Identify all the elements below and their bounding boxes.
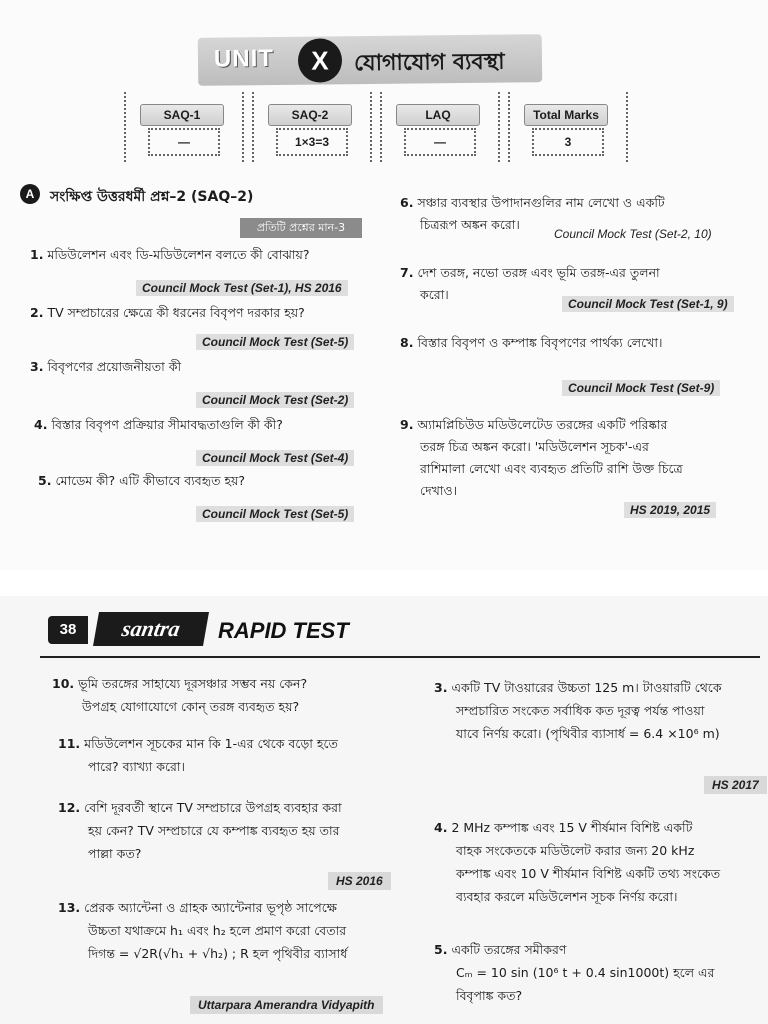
question-number: 13.	[58, 900, 81, 915]
question-text: হয় কেন? TV সম্প্রচারে যে কম্পাঙ্ক ব্যবহৃত হয় তার	[88, 823, 340, 838]
question-reference: HS 2016	[328, 872, 391, 890]
question-text: মোডেম কী? এটি কীভাবে ব্যবহৃত হয়?	[55, 473, 246, 488]
unit-title: যোগাযোগ ব্যবস্থা	[353, 49, 505, 77]
question-reference: HS 2019, 2015	[624, 502, 716, 518]
question-8	[400, 332, 740, 354]
question-reference: Council Mock Test (Set-5)	[196, 334, 354, 350]
question-text: চিত্ররূপ অঙ্কন করো।	[420, 217, 520, 232]
question-number: 10.	[52, 676, 75, 691]
question-reference: HS 2017	[704, 776, 767, 794]
page-number: 38	[48, 616, 88, 644]
question-text: সঞ্চার ব্যবস্থার উপাদানগুলির নাম লেখো ও একটি	[417, 195, 665, 210]
question-text: তরঙ্গ চিত্র অঙ্কন করো। 'মডিউলেশন সূচক'-এর	[420, 439, 649, 454]
question-3	[30, 356, 366, 378]
marks-box-laq	[380, 92, 500, 162]
question-number: 5.	[434, 942, 448, 957]
question-text: পারে? ব্যাখ্যা করো।	[88, 759, 185, 774]
question-13	[58, 896, 422, 965]
question-text: প্রেরক অ্যান্টেনা ও গ্রাহক অ্যান্টেনার ভূপৃষ্ঠ সাপেক্ষে	[84, 900, 337, 915]
numerical-3	[434, 676, 764, 745]
question-text: সম্প্রচারিত সংকেত সর্বাধিক কত দূরত্ব পর্যন্ত পাওয়া	[456, 703, 705, 718]
question-text: করো।	[420, 287, 449, 302]
question-number: 7.	[400, 265, 414, 280]
bottom-page	[0, 596, 768, 1024]
marks-value: —	[404, 128, 476, 156]
question-text: 2 MHz কম্পাঙ্ক এবং 15 V শীর্ষমান বিশিষ্ট একটি	[451, 820, 693, 835]
question-text: বিবৃপণের প্রয়োজনীয়তা কী	[47, 359, 182, 374]
marks-value: 1×3=3	[276, 128, 348, 156]
question-text: উচ্চতা যথাক্রমে h₁ এবং h₂ হলে প্রমাণ করো বেতার	[88, 923, 347, 938]
question-number: 1.	[30, 247, 44, 262]
question-text: দেখাও।	[420, 483, 458, 498]
series-title: RAPID TEST	[218, 618, 349, 643]
question-text: অ্যামপ্লিচিউড মডিউলেটেড তরঙ্গের একটি পরিষ্কার	[417, 417, 668, 432]
question-text: TV সম্প্রচারের ক্ষেত্রে কী ধরনের বিবৃপণ দরকার হয়?	[47, 305, 305, 320]
question-reference: Council Mock Test (Set-5)	[196, 506, 354, 522]
header-rule	[40, 656, 760, 658]
question-9	[400, 414, 736, 502]
question-text: কম্পাঙ্ক এবং 10 V শীর্ষমান বিশিষ্ট একটি তথ্য সংকেত	[456, 866, 721, 881]
question-number: 6.	[400, 195, 414, 210]
question-5	[38, 470, 374, 492]
section-title: সংক্ষিপ্ত উত্তরধর্মী প্রশ্ন–2 (SAQ–2)	[50, 189, 254, 205]
question-number: 4.	[34, 417, 48, 432]
question-number: 5.	[38, 473, 52, 488]
question-11	[58, 732, 414, 778]
marks-box-total	[508, 92, 628, 162]
marks-box-saq2	[252, 92, 372, 162]
marks-label: SAQ-2	[268, 104, 352, 126]
question-number: 4.	[434, 820, 448, 835]
question-text: মডিউলেশন এবং ডি-মডিউলেশন বলতে কী বোঝায়?	[47, 247, 310, 262]
question-reference: Council Mock Test (Set-1, 9)	[562, 296, 734, 312]
question-text: পাল্লা কত?	[88, 846, 142, 861]
question-text: বিবৃপাঙ্ক কত?	[456, 988, 523, 1003]
question-reference: Uttarpara Amerandra Vidyapith	[190, 996, 383, 1014]
numerical-4	[434, 816, 764, 908]
question-text: বিস্তার বিবৃপণ প্রক্রিয়ার সীমাবদ্ধতাগুলি কী কী?	[51, 417, 283, 432]
question-reference: Council Mock Test (Set-1), HS 2016	[136, 280, 348, 296]
question-text: ব্যবহার করলে মডিউলেশন সূচক নির্ণয় করো।	[456, 889, 678, 904]
marks-summary	[124, 92, 628, 162]
question-text: মডিউলেশন সূচকের মান কি 1-এর থেকে বড়ো হতে	[84, 736, 338, 751]
question-reference: Council Mock Test (Set-4)	[196, 450, 354, 466]
question-text: একটি TV টাওয়ারের উচ্চতা 125 m। টাওয়ারটি থেকে	[451, 680, 722, 695]
question-text: বিস্তার বিবৃপণ ও কম্পাঙ্ক বিবৃপণের পার্থক্য লেখো।	[417, 335, 663, 350]
question-text: বাহক সংকেতকে মডিউলেট করার জন্য 20 kHz	[456, 843, 695, 858]
question-number: 2.	[30, 305, 44, 320]
brand-logo: santra	[93, 612, 209, 646]
marks-value: —	[148, 128, 220, 156]
question-reference: Council Mock Test (Set-2)	[196, 392, 354, 408]
marks-per-question-tag: প্রতিটি প্রশ্নের মান-3	[240, 218, 362, 238]
question-text: দেশ তরঙ্গ, নভো তরঙ্গ এবং ভূমি তরঙ্গ-এর তুলনা	[417, 265, 660, 280]
question-text: ভূমি তরঙ্গের সাহায্যে দূরসঞ্চার সম্ভব নয় কেন?	[78, 676, 308, 691]
question-reference: Council Mock Test (Set-2, 10)	[554, 227, 712, 241]
question-2	[30, 302, 366, 324]
question-10	[52, 672, 412, 718]
marks-box-saq1	[124, 92, 244, 162]
section-badge: A	[20, 184, 40, 204]
question-text: একটি তরঙ্গের সমীকরণ	[451, 942, 567, 957]
question-text: বেশি দূরবর্তী স্থানে TV সম্প্রচারে উপগ্রহ ব্যবহার করা	[84, 800, 342, 815]
question-text: রাশিমালা লেখো এবং ব্যবহৃত প্রতিটি রাশি উক্ত চিত্রে	[420, 461, 683, 476]
unit-letter: X	[298, 38, 342, 82]
unit-word: UNIT	[213, 45, 275, 73]
question-number: 8.	[400, 335, 414, 350]
marks-label: Total Marks	[524, 104, 608, 126]
question-text: যাবে নির্ণয় করো। (পৃথিবীর ব্যাসার্ধ = 6.4 ×10⁶ m)	[456, 726, 720, 741]
section-heading	[20, 184, 380, 208]
question-1	[30, 244, 370, 266]
question-text: দিগন্ত = √2R(√h₁ + √h₂) ; R হল পৃথিবীর ব্যাসার্ধ	[88, 946, 348, 961]
question-number: 11.	[58, 736, 81, 751]
question-text: Cₘ = 10 sin (10⁶ t + 0.4 sin1000t) হলে এর	[456, 965, 715, 980]
question-4	[34, 414, 370, 436]
question-number: 9.	[400, 417, 414, 432]
marks-label: LAQ	[396, 104, 480, 126]
question-text: উপগ্রহ যোগাযোগে কোন্ তরঙ্গ ব্যবহৃত হয়?	[82, 699, 300, 714]
question-reference: Council Mock Test (Set-9)	[562, 380, 720, 396]
marks-label: SAQ-1	[140, 104, 224, 126]
marks-value: 3	[532, 128, 604, 156]
question-number: 3.	[434, 680, 448, 695]
numerical-5	[434, 938, 764, 1007]
question-12	[58, 796, 418, 865]
unit-banner	[198, 34, 542, 86]
question-number: 3.	[30, 359, 44, 374]
question-number: 12.	[58, 800, 81, 815]
